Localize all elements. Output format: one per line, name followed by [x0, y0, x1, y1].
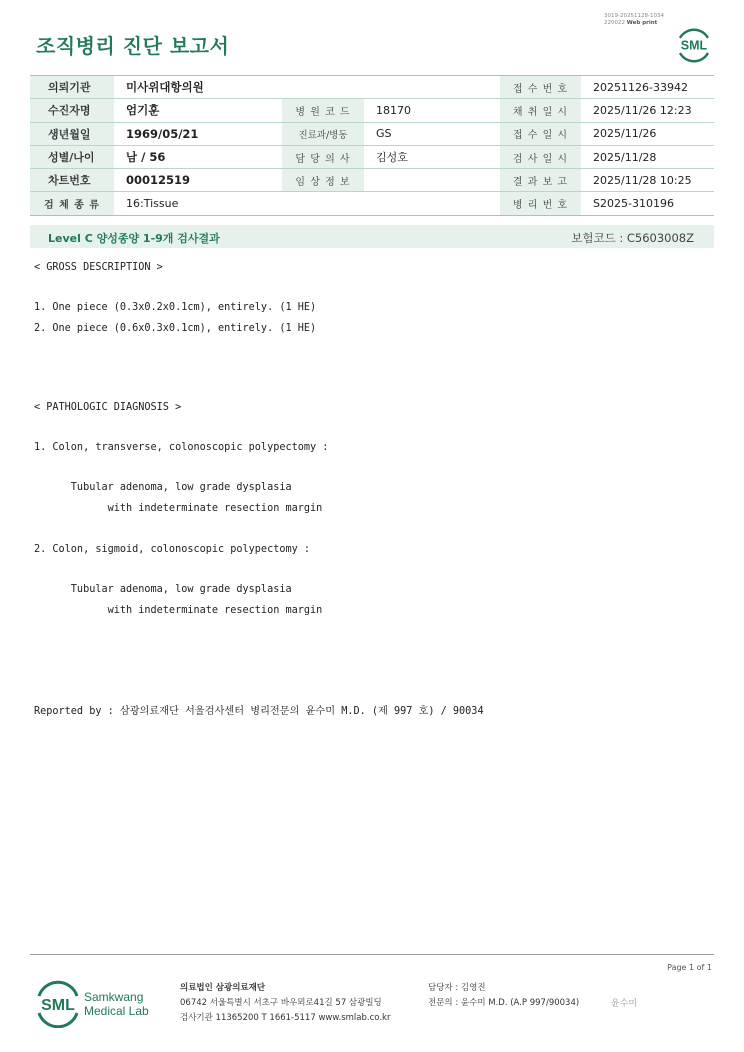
- patient-info-table: [30, 75, 714, 216]
- footer-logo-text: SML: [41, 997, 75, 1014]
- path-no-value: S2025-310196: [581, 192, 714, 215]
- sml-logo-text: SML: [680, 38, 708, 53]
- diagnosis-2-margin: with indeterminate resection margin: [34, 605, 323, 616]
- received-label: 접 수 일 시: [500, 122, 581, 145]
- hospital-code-label: 병 원 코 드: [282, 99, 364, 122]
- clinical-value: [364, 169, 500, 192]
- table-row: [30, 76, 714, 99]
- result-report-value: 2025/11/28 10:25: [581, 169, 714, 192]
- specialist: 전문의 : 윤수미 M.D. (A.P 997/90034): [428, 998, 580, 1008]
- staff-in-charge: 담당자 : 김영진: [428, 983, 486, 993]
- org-contact: 검사기관 11365200 T 1661-5117 www.smlab.co.kr: [180, 1013, 391, 1023]
- table-row: [30, 99, 714, 122]
- samkwang-logo-icon: [36, 980, 166, 1028]
- doctor-label: 담 당 의 사: [282, 145, 364, 168]
- chart-value: 00012519: [114, 169, 282, 192]
- staff-info: [428, 981, 579, 1011]
- print-code: 220022: [604, 20, 625, 26]
- table-row: [30, 169, 714, 192]
- institution-label: 의뢰기관: [30, 76, 114, 99]
- table-row: [30, 122, 714, 145]
- patient-value: 엄기훈: [114, 99, 282, 122]
- sml-logo-icon: [674, 26, 714, 64]
- test-level-title: Level C 양성종양 1-9개 검사결과: [48, 232, 220, 245]
- exam-date-value: 2025/11/28: [581, 145, 714, 168]
- sex-age-value: 남 / 56: [114, 145, 282, 168]
- org-address: 06742 서울특별시 서초구 바우뫼로41길 57 삼광빌딩: [180, 998, 382, 1008]
- table-row: [30, 192, 714, 215]
- result-report-label: 결 과 보 고: [500, 169, 581, 192]
- dept-label: 진료과/병동: [282, 122, 364, 145]
- exam-date-label: 검 사 일 시: [500, 145, 581, 168]
- clinical-label: 임 상 정 보: [282, 169, 364, 192]
- diagnosis-header: < PATHOLOGIC DIAGNOSIS >: [34, 402, 182, 413]
- gross-item-1: 1. One piece (0.3x0.2x0.1cm), entirely. (1 HE): [34, 302, 317, 313]
- page-number: Page 1 of 1: [667, 963, 712, 972]
- path-no-label: 병 리 번 호: [500, 192, 581, 215]
- insurance-code: 보험코드 : C5603008Z: [571, 231, 694, 245]
- gross-item-2: 2. One piece (0.6x0.3x0.1cm), entirely. (1 HE): [34, 323, 317, 334]
- sex-age-label: 성별/나이: [30, 145, 114, 168]
- footer-logo-sub2: Medical Lab: [84, 1004, 149, 1018]
- doctor-value: 김성호: [364, 145, 500, 168]
- dept-value: GS: [364, 122, 500, 145]
- organization-info: [180, 981, 390, 1026]
- collected-label: 채 취 일 시: [500, 99, 581, 122]
- institution-value: 미사위대항의원: [114, 76, 500, 99]
- org-name: 의료법인 삼광의료재단: [180, 983, 266, 993]
- diagnosis-1-finding: Tubular adenoma, low grade dysplasia: [34, 482, 292, 493]
- web-print-label: Web print: [626, 20, 658, 26]
- table-row: [30, 145, 714, 168]
- footer-logo-sub1: Samkwang: [84, 990, 144, 1004]
- dob-value: 1969/05/21: [114, 122, 282, 145]
- receipt-no-label: 접 수 번 호: [500, 76, 581, 99]
- received-value: 2025/11/26: [581, 122, 714, 145]
- signature: 윤수미: [611, 999, 638, 1009]
- specimen-value: 16:Tissue: [114, 192, 500, 215]
- diagnosis-1-site: 1. Colon, transverse, colonoscopic polypectomy :: [34, 442, 329, 453]
- page-title: 조직병리 진단 보고서: [36, 34, 230, 58]
- specimen-label: 검 체 종 류: [30, 192, 114, 215]
- patient-label: 수진자명: [30, 99, 114, 122]
- dob-label: 생년월일: [30, 122, 114, 145]
- diagnosis-2-finding: Tubular adenoma, low grade dysplasia: [34, 584, 292, 595]
- footer-divider: [30, 954, 714, 955]
- reported-by: Reported by : 삼광의료재단 서울검사센터 병리전문의 윤수미 M.D. (제 997 호) / 90034: [34, 706, 484, 717]
- hospital-code-value: 18170: [364, 99, 500, 122]
- print-meta: [604, 13, 664, 27]
- diagnosis-2-site: 2. Colon, sigmoid, colonoscopic polypectomy :: [34, 544, 311, 555]
- collected-value: 2025/11/26 12:23: [581, 99, 714, 122]
- test-level-bar: [30, 225, 714, 248]
- gross-header: < GROSS DESCRIPTION >: [34, 262, 163, 273]
- diagnosis-1-margin: with indeterminate resection margin: [34, 503, 323, 514]
- receipt-no-value: 20251126-33942: [581, 76, 714, 99]
- chart-label: 차트번호: [30, 169, 114, 192]
- print-id: 3019-20251128-1034: [604, 13, 664, 19]
